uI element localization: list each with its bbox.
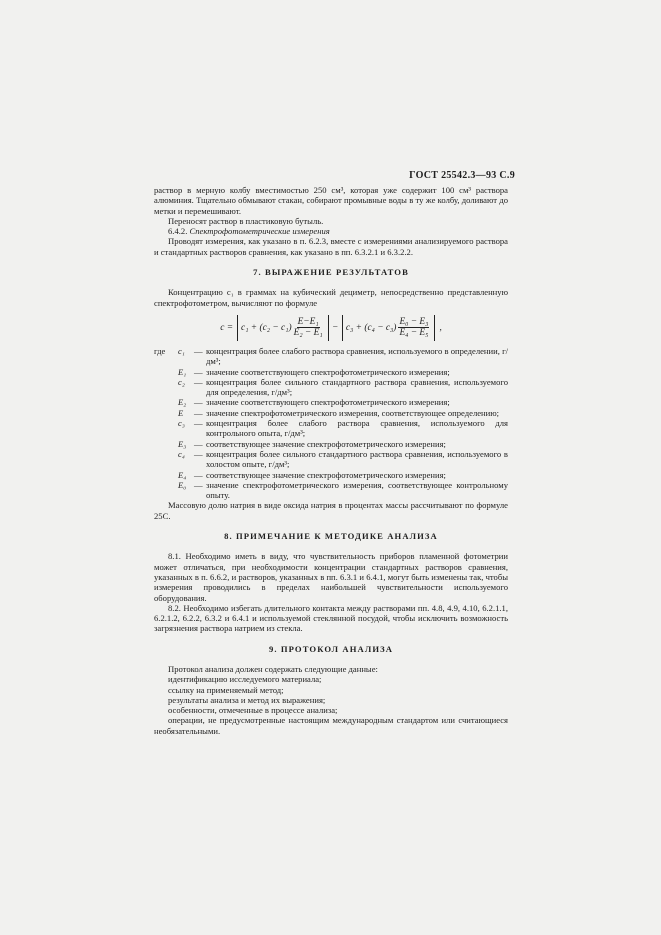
definition-symbol: E₄	[178, 469, 187, 480]
definition-text: значение соответствующего спектрофотометрического измерения;	[206, 366, 450, 377]
definition-text: концентрация более сильного стандартного раствора сравнения, используемого для определения, г/дм³;	[206, 376, 508, 398]
where-label: где	[154, 345, 166, 356]
formula-bracket-2	[342, 315, 436, 341]
definition-text: концентрация более сильного стандартного раствора сравнения, используемого в холостом опыте, г/дм³;	[206, 448, 508, 470]
formula-term-2: c₃ + (c₄ − c₃)	[345, 322, 397, 333]
paragraph-642: Проводят измерения, как указано в п. 6.2.3, вместе с измерениями анализируемого раствора и стандартных растворов сравнения, как указано в пп. 6.3.2.1 и 6.3.2.2.	[154, 236, 508, 257]
subsection-heading	[154, 226, 508, 236]
definition-item: c₃ — концентрация более слабого раствора сравнения, используемого для контрольного опыта, г/дм³;	[178, 418, 508, 439]
definition-symbol: c₁	[178, 345, 185, 356]
formula-fraction-1	[294, 317, 323, 338]
section-9-title: 9. ПРОТОКОЛ АНАЛИЗА	[268, 643, 394, 654]
definition-symbol: c₃	[178, 418, 185, 429]
protocol-line: идентификацию исследуемого материала;	[168, 674, 322, 685]
fraction-denominator: E₂ − E₁	[293, 328, 323, 339]
definition-text: значение спектрофотометрического измерения, соответствующее контрольному опыту.	[206, 479, 508, 501]
fraction-denominator: E₄ − E₅	[399, 328, 429, 339]
protocol-line: операции, не предусмотренные настоящим международным стандартом или считающиеся необязательными.	[154, 715, 508, 736]
definition-text: соответствующее значение спектрофотометрического измерения;	[206, 438, 446, 449]
protocol-line: ссылку на применяемый метод;	[168, 684, 284, 695]
fraction-numerator: E−E₁	[297, 317, 319, 328]
definition-symbol: E₂	[178, 397, 187, 408]
intro-paragraph: Переносят раствор в пластиковую бутыль.	[168, 215, 324, 226]
fraction-numerator: E₀ − E₃	[399, 317, 429, 328]
definition-item: E₃ — соответствующее значение спектрофотометрического измерения;	[154, 439, 508, 449]
definition-text: значение спектрофотометрического измерения, соответствующее определению;	[206, 407, 500, 418]
definition-symbol: E₃	[178, 438, 187, 449]
note-8-2: 8.2. Необходимо избегать длительного контакта между растворами пп. 4.8, 4.9, 4.10, 6.2.1.1, 6.2.1.2, 6.2.2, 6.3.2 и 6.4.1 и используемой стеклянной посудой, чтобы исключить возможность загрязнения раствора натрием из стекла.	[154, 602, 508, 634]
definition-text: концентрация более слабого раствора сравнения, используемого для контрольного опыта, г/дм³;	[206, 418, 508, 439]
definition-symbol: c₂	[178, 376, 185, 387]
protocol-line: Протокол анализа должен содержать следующие данные:	[168, 663, 378, 674]
formula-lhs: c =	[220, 322, 234, 333]
section-8-title: 8. ПРИМЕЧАНИЕ К МЕТОДИКЕ АНАЛИЗА	[224, 531, 438, 542]
definition-text: соответствующее значение спектрофотометрического измерения;	[206, 469, 446, 480]
definition-symbol: E₀	[178, 479, 187, 490]
formula-tail: ,	[439, 322, 442, 333]
concentration-formula	[154, 313, 508, 343]
formula-term-1: c₁ + (c₂ − c₁)	[241, 322, 292, 333]
definition-item: где c₁ — концентрация более слабого раствора сравнения, используемого в определении, г/дм³;	[154, 345, 508, 367]
definition-symbol: E₁	[178, 366, 187, 377]
definition-text: концентрация более слабого раствора сравнения, используемого в определении, г/дм³;	[206, 345, 508, 367]
page-header: ГОСТ 25542.3—93 С.9	[409, 170, 515, 181]
definition-item: E₀ — значение спектрофотометрического измерения, соответствующее контрольному опыту.	[178, 479, 508, 501]
protocol-line: особенности, отмеченные в процессе анализа;	[168, 705, 338, 716]
intro-paragraph: раствор в мерную колбу вместимостью 250 см³, которая уже содержит 100 см³ раствора алюминия. Тщательно обмывают стакан, собирают промывные воды в ту же колбу, доливают до метки и перемешивают.	[154, 185, 508, 216]
definition-item: c₂ — концентрация более сильного стандартного раствора сравнения, используемого для определения, г/дм³;	[178, 376, 508, 398]
section-7-closing: Массовую долю натрия в виде оксида натрия в процентах массы рассчитывают по формуле 25С.	[154, 500, 508, 521]
formula-fraction-2	[398, 317, 429, 338]
definition-item: E₄ — соответствующее значение спектрофотометрического измерения;	[154, 470, 508, 480]
note-8-1: 8.1. Необходимо иметь в виду, что чувствительность приборов пламенной фотометрии может отличаться, при необходимости концентрации стандартных растворов сравнения, указанных в п. 6.6.2, и растворов, указанных в пп. 6.3.1 и 6.4.1, могут быть изменены так, чтобы измерения проводились в пределах наибольшей чувствительности используемого оборудования.	[154, 551, 508, 603]
subsection-title: Спектрофотометрические измерения	[189, 226, 330, 237]
formula-bracket-1	[237, 315, 329, 341]
definition-item: c₄ — концентрация более сильного стандартного раствора сравнения, используемого в холостом опыте, г/дм³;	[178, 448, 508, 470]
definition-item: E₂ — значение соответствующего спектрофотометрического измерения;	[154, 397, 508, 407]
definition-symbol: c₄	[178, 448, 185, 459]
section-7-intro: Концентрацию c₁ в граммах на кубический дециметр, непосредственно представленную спектрофотометром, вычисляют по формуле	[154, 287, 508, 308]
definition-symbol: E	[178, 407, 184, 418]
definition-item: E₁ — значение соответствующего спектрофотометрического измерения;	[154, 367, 508, 377]
definitions-list	[154, 346, 508, 500]
page-content	[154, 185, 508, 736]
subsection-number: 6.4.2.	[168, 226, 188, 237]
definition-text: значение соответствующего спектрофотометрического измерения;	[206, 397, 450, 408]
definition-item: E — значение спектрофотометрического измерения, соответствующее определению;	[154, 408, 508, 418]
protocol-line: результаты анализа и метод их выражения;	[168, 694, 326, 705]
formula-minus: −	[332, 322, 338, 333]
section-7-title: 7. ВЫРАЖЕНИЕ РЕЗУЛЬТАТОВ	[253, 267, 409, 278]
